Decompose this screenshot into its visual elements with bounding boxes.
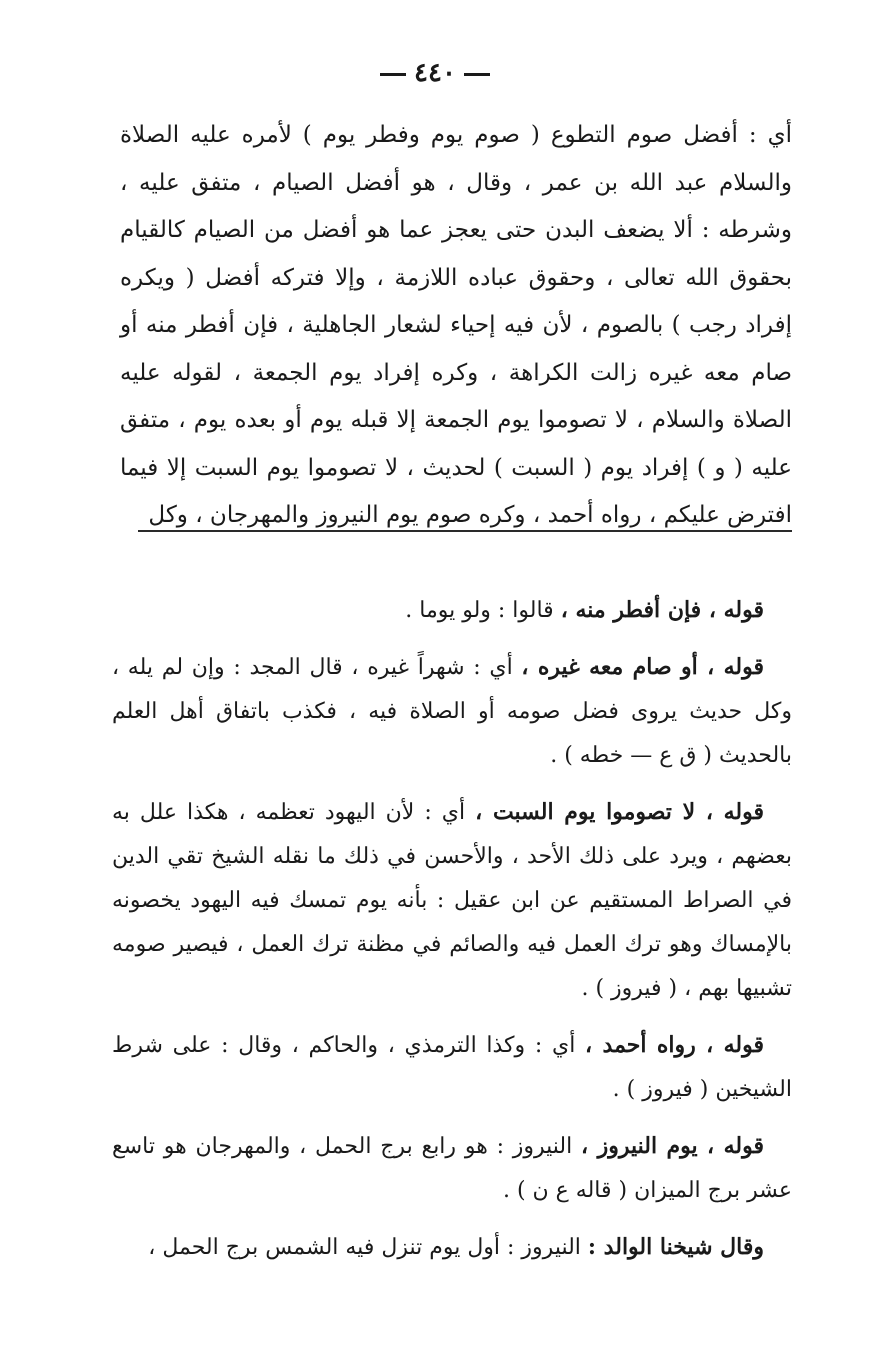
footnote-lead: قوله ، فإن أفطر منه ،: [560, 597, 764, 623]
footnote-lead: قوله ، أو صام معه غيره ،: [521, 654, 764, 680]
footnote-lead: قوله ، يوم النيروز ،: [581, 1133, 764, 1159]
footnote-4: [112, 1023, 792, 1112]
footnote-text: أي : لأن اليهود تعظمه ، هكذا علل به بعضهم ، ويرد على ذلك الأحد ، والأحسن في ذلك ما نقله الشيخ تقي الدين في الصراط المستقيم عن ابن عقيل : بأنه يوم تمسك فيه اليهود يخصونه بالإمساك وهو ترك العمل فيه والصائم في مظنة ترك العمل ، فيصير صومه تشبيها بهم ، ( فيروز ) .: [112, 800, 792, 1001]
footnote-5: [112, 1124, 792, 1213]
main-text-block: [120, 112, 792, 540]
footnote-divider: [138, 530, 792, 532]
footnote-text: قالوا : ولو يوما .: [405, 598, 561, 623]
footnote-text: النيروز : هو رابع برج الحمل ، والمهرجان هو تاسع عشر برج الميزان ( قاله ع ن ) .: [112, 1134, 792, 1203]
page-number-text: ٤٤٠: [414, 58, 456, 88]
footnote-text: أي : وكذا الترمذي ، والحاكم ، وقال : على شرط الشيخين ( فيروز ) .: [112, 1033, 792, 1102]
footnotes-block: [112, 588, 792, 1282]
footnote-1: [112, 588, 792, 633]
main-text-paragraph: أي : أفضل صوم التطوع ( صوم يوم وفطر يوم ) لأمره عليه الصلاة والسلام عبد الله بن عمر ، وقال ، هو أفضل الصيام ، متفق عليه ، وشرطه : ألا يضعف البدن حتى يعجز عما هو أفضل من الصيام كالقيام بحقوق الله تعالى ، وحقوق عباده اللازمة ، وإلا فتركه أفضل ( ويكره إفراد رجب ) بالصوم ، لأن فيه إحياء لشعار الجاهلية ، فإن أفطر منه أو صام معه غيره زالت الكراهة ، وكره إفراد يوم الجمعة ، لقوله عليه الصلاة والسلام ، لا تصوموا يوم الجمعة إلا قبله يوم أو بعده يوم ، متفق عليه ( و ) إفراد يوم ( السبت ) لحديث ، لا تصوموا يوم السبت إلا فيما افترض عليكم ، رواه أحمد ، وكره صوم يوم النيروز والمهرجان ، وكل: [120, 122, 792, 528]
footnote-3: [112, 790, 792, 1011]
footnote-2: [112, 645, 792, 778]
footnote-text: النيروز : أول يوم تنزل فيه الشمس برج الحمل ،: [148, 1235, 588, 1260]
footnote-text: أي : شهراً غيره ، قال المجد : وإن لم يله ، وكل حديث يروى فضل صومه أو الصلاة فيه ، فكذب باتفاق أهل العلم بالحديث ( ق ع — خطه ) .: [112, 655, 792, 768]
footnote-lead: وقال شيخنا الوالد :: [587, 1234, 764, 1260]
page-number-dash-left: [380, 73, 406, 76]
page-number: [0, 58, 870, 88]
footnote-6: [112, 1225, 792, 1270]
footnote-lead: قوله ، لا تصوموا يوم السبت ،: [475, 799, 764, 825]
page-number-dash-right: [464, 73, 490, 76]
footnote-lead: قوله ، رواه أحمد ،: [585, 1032, 765, 1058]
